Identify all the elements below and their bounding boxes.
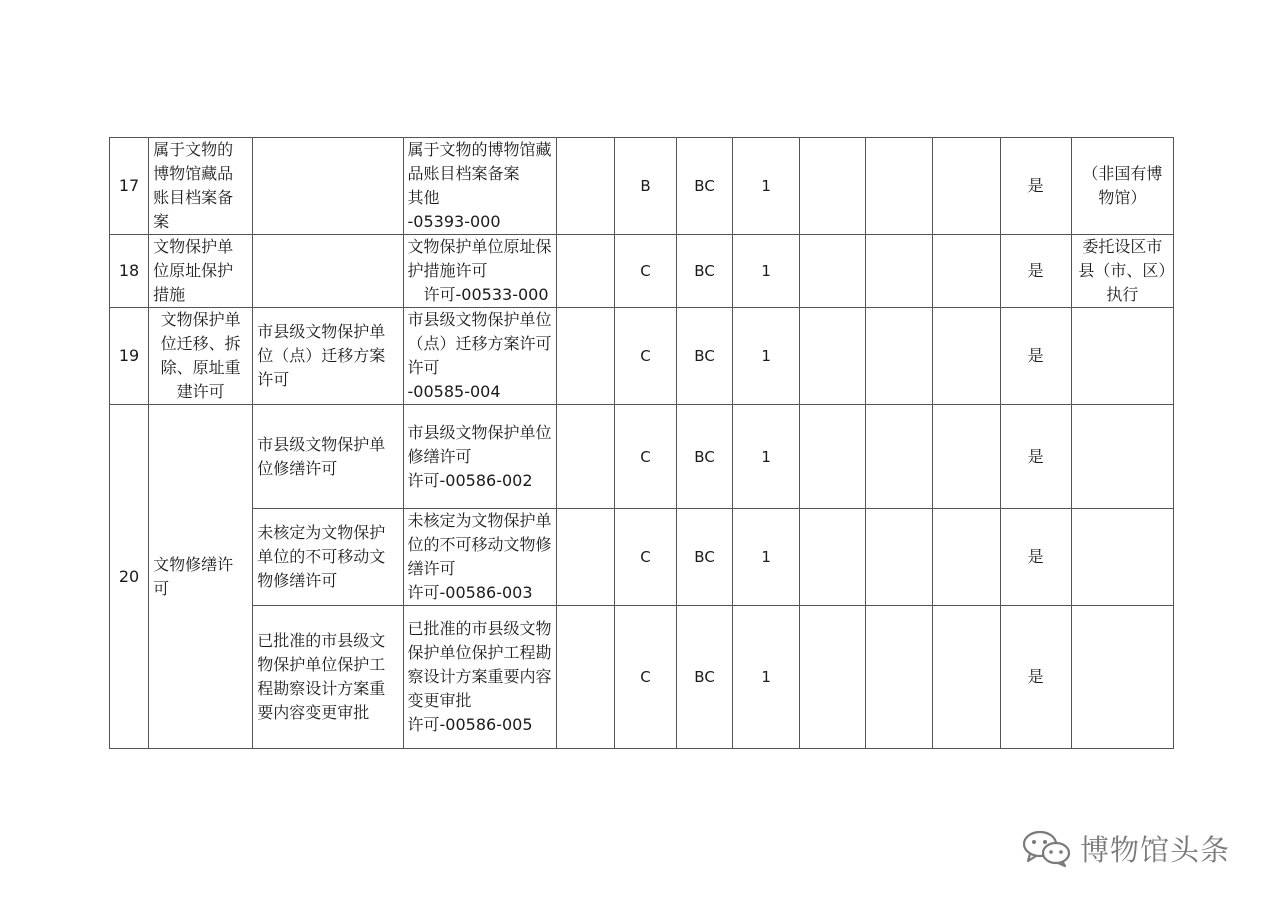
empty-cell [933, 138, 1000, 235]
empty-cell [866, 308, 933, 405]
code-cell [403, 235, 556, 308]
item-name: 文物保护单位原址保护措施 [153, 237, 234, 304]
row-number: 18 [110, 235, 149, 308]
note-cell [1071, 509, 1173, 606]
count-cell: 1 [733, 405, 800, 509]
level-cell: C [614, 308, 676, 405]
item-code: 已批准的市县级文物保护单位保护工程勘察设计方案重要内容变更审批 许可-00586-005 [407, 619, 552, 734]
empty-cell [556, 308, 614, 405]
empty-cell [933, 235, 1000, 308]
row-number: 20 [110, 405, 149, 749]
item-name-cell [149, 138, 253, 235]
note-cell [1071, 235, 1173, 308]
row-number: 17 [110, 138, 149, 235]
empty-cell [800, 235, 866, 308]
item-name: 文物修缮许可 [153, 554, 234, 598]
sub-item-name: 已批准的市县级文物保护单位保护工程勘察设计方案重要内容变更审批 [257, 631, 386, 722]
yes-cell: 是 [1000, 405, 1071, 509]
note-cell [1071, 308, 1173, 405]
table-row [110, 606, 1174, 749]
item-code: 未核定为文物保护单位的不可移动文物修缮许可 许可-00586-003 [407, 511, 552, 602]
empty-cell [556, 509, 614, 606]
sub-item-name: 未核定为文物保护单位的不可移动文物修缮许可 [257, 523, 386, 590]
level-cell: C [614, 235, 676, 308]
count-cell: 1 [733, 138, 800, 235]
yes-cell: 是 [1000, 606, 1071, 749]
sub-item-name: 市县级文物保护单位（点）迁移方案许可 [257, 322, 386, 389]
note-cell [1071, 405, 1173, 509]
empty-cell [866, 138, 933, 235]
empty-cell [800, 509, 866, 606]
code-cell [403, 606, 556, 749]
empty-cell [933, 509, 1000, 606]
empty-cell [866, 405, 933, 509]
code-cell [403, 405, 556, 509]
watermark [1020, 828, 1230, 868]
empty-cell [800, 138, 866, 235]
scope-cell: BC [677, 308, 733, 405]
count-cell: 1 [733, 509, 800, 606]
scope-cell: BC [677, 509, 733, 606]
empty-cell [866, 509, 933, 606]
empty-cell [800, 308, 866, 405]
empty-cell [556, 405, 614, 509]
wechat-icon [1020, 828, 1072, 868]
item-name-cell [149, 235, 253, 308]
permit-table [109, 137, 1174, 749]
yes-cell: 是 [1000, 509, 1071, 606]
empty-cell [556, 235, 614, 308]
empty-cell [933, 308, 1000, 405]
code-cell [403, 138, 556, 235]
sub-item-cell [253, 235, 403, 308]
code-cell [403, 509, 556, 606]
row-number: 19 [110, 308, 149, 405]
empty-cell [866, 606, 933, 749]
code-cell [403, 308, 556, 405]
sub-item-cell [253, 509, 403, 606]
empty-cell [933, 606, 1000, 749]
empty-cell [800, 405, 866, 509]
note-cell [1071, 606, 1173, 749]
item-code: 市县级文物保护单位修缮许可 许可-00586-002 [407, 422, 552, 490]
item-name: 文物保护单位迁移、拆除、原址重建许可 [160, 310, 241, 401]
table-row [110, 405, 1174, 509]
yes-cell: 是 [1000, 308, 1071, 405]
count-cell: 1 [733, 308, 800, 405]
sub-item-cell [253, 138, 403, 235]
note-text: （非国有博物馆） [1082, 164, 1163, 207]
table-row [110, 235, 1174, 308]
scope-cell: BC [677, 138, 733, 235]
level-cell: C [614, 405, 676, 509]
sub-item-name: 市县级文物保护单位修缮许可 [257, 434, 386, 478]
item-code: 市县级文物保护单位（点）迁移方案许可 许可 -00585-004 [407, 310, 552, 401]
item-name-cell [149, 405, 253, 749]
item-code: 属于文物的博物馆藏品账目档案备案 其他 -05393-000 [407, 140, 552, 231]
level-cell: B [614, 138, 676, 235]
empty-cell [556, 606, 614, 749]
level-cell: C [614, 509, 676, 606]
note-cell [1071, 138, 1173, 235]
table-row [110, 509, 1174, 606]
count-cell: 1 [733, 235, 800, 308]
level-cell: C [614, 606, 676, 749]
yes-cell: 是 [1000, 235, 1071, 308]
note-text: 委托设区市县（市、区）执行 [1078, 237, 1167, 304]
count-cell: 1 [733, 606, 800, 749]
table-row [110, 138, 1174, 235]
empty-cell [556, 138, 614, 235]
empty-cell [866, 235, 933, 308]
item-name: 属于文物的博物馆藏品账目档案备案 [153, 140, 234, 231]
empty-cell [933, 405, 1000, 509]
sub-item-cell [253, 405, 403, 509]
sub-item-cell [253, 308, 403, 405]
yes-cell: 是 [1000, 138, 1071, 235]
watermark-text: 博物馆头条 [1080, 832, 1231, 867]
scope-cell: BC [677, 606, 733, 749]
scope-cell: BC [677, 405, 733, 509]
table-row [110, 308, 1174, 405]
scope-cell: BC [677, 235, 733, 308]
sub-item-cell [253, 606, 403, 749]
item-name-cell [149, 308, 253, 405]
item-code: 文物保护单位原址保护措施许可 许可-00533-000 [407, 237, 552, 304]
empty-cell [800, 606, 866, 749]
